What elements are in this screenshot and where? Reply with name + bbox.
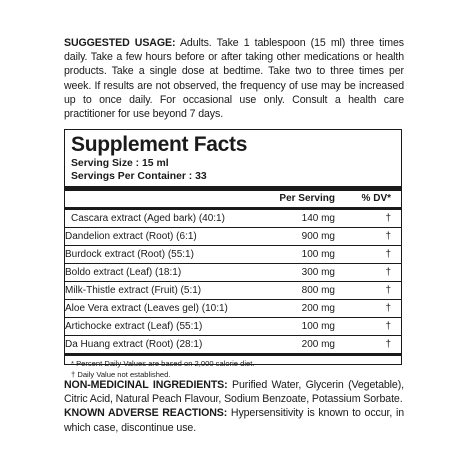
table-row — [65, 299, 401, 317]
ingredient-name: Artichocke extract (Leaf) (55:1) — [65, 321, 203, 332]
ingredient-dv: † — [385, 303, 391, 314]
ingredient-dv: † — [385, 231, 391, 242]
footnote-percent-dv: * Percent Daily Values are based on 2,000 calorie diet. — [71, 359, 255, 368]
ingredient-name: Burdock extract (Root) (55:1) — [65, 249, 194, 260]
ingredient-amount: 200 mg — [301, 303, 335, 314]
ingredient-name: Aloe Vera extract (Leaves gel) (10:1) — [65, 303, 228, 314]
table-row — [65, 281, 401, 299]
supplement-facts-panel — [64, 129, 402, 379]
table-row — [65, 317, 401, 335]
ingredient-name: Milk-Thistle extract (Fruit) (5:1) — [65, 285, 202, 296]
ingredient-dv: † — [385, 321, 391, 332]
footnotes — [71, 358, 395, 380]
ingredient-amount: 900 mg — [301, 231, 335, 242]
col-dv: % DV* — [361, 193, 391, 204]
ingredient-amount: 300 mg — [301, 267, 335, 278]
suggested-usage-label: SUGGESTED USAGE: — [64, 37, 176, 49]
ingredient-amount: 800 mg — [301, 285, 335, 296]
ingredient-dv: † — [385, 267, 391, 278]
ingredients-section — [64, 378, 404, 435]
facts-rows — [65, 210, 395, 353]
divider-medium-bottom — [65, 353, 401, 356]
footnote-dv-not-established: † Daily Value not established. — [71, 370, 171, 379]
table-row — [71, 210, 395, 227]
non-medicinal-label: NON-MEDICINAL INGREDIENTS: — [64, 379, 228, 391]
suggested-usage-text: Adults. Take 1 tablespoon (15 ml) three times daily. Take a few hours before or after taking other medications or health products. Take a single dose at bedtime. Take two to three times per week. If results are not observed, the frequency of use may be increased up to once daily. For occasional use only. Consult a health care practitioner for use beyond 7 days. — [64, 37, 404, 121]
facts-title: Supplement Facts — [71, 133, 248, 156]
non-medicinal-paragraph — [64, 378, 404, 406]
table-row — [65, 335, 401, 353]
ingredient-dv: † — [385, 285, 391, 296]
ingredient-amount: 200 mg — [301, 339, 335, 350]
adverse-reactions-paragraph — [64, 406, 404, 434]
col-per-serving: Per Serving — [279, 193, 335, 204]
ingredient-amount: 100 mg — [301, 321, 335, 332]
servings-per-container: Servings Per Container : 33 — [71, 171, 207, 182]
ingredient-dv: † — [385, 213, 391, 224]
adverse-reactions-label: KNOWN ADVERSE REACTIONS: — [64, 407, 228, 420]
table-row — [65, 245, 401, 263]
ingredient-name: Boldo extract (Leaf) (18:1) — [65, 267, 182, 278]
ingredient-dv: † — [385, 249, 391, 260]
ingredient-dv: † — [385, 339, 391, 350]
serving-size: Serving Size : 15 ml — [71, 158, 169, 169]
ingredient-amount: 100 mg — [301, 249, 335, 260]
non-medicinal-text: Purified Water, Glycerin (Vegetable), Citric Acid, Natural Peach Flavour, Sodium Benzoate, Potassium Sorbate. — [64, 379, 404, 406]
table-row — [65, 263, 401, 281]
ingredient-name: Dandelion extract (Root) (6:1) — [65, 231, 197, 242]
adverse-reactions-text: Hypersensitivity is known to occur, in which case, discontinue use. — [64, 407, 404, 434]
ingredient-amount: 140 mg — [301, 213, 335, 224]
ingredient-name: Cascara extract (Aged bark) (40:1) — [71, 213, 225, 224]
ingredient-name: Da Huang extract (Root) (28:1) — [65, 339, 203, 350]
table-row — [65, 227, 401, 245]
facts-header-row — [71, 191, 395, 207]
suggested-usage-paragraph — [64, 36, 404, 121]
